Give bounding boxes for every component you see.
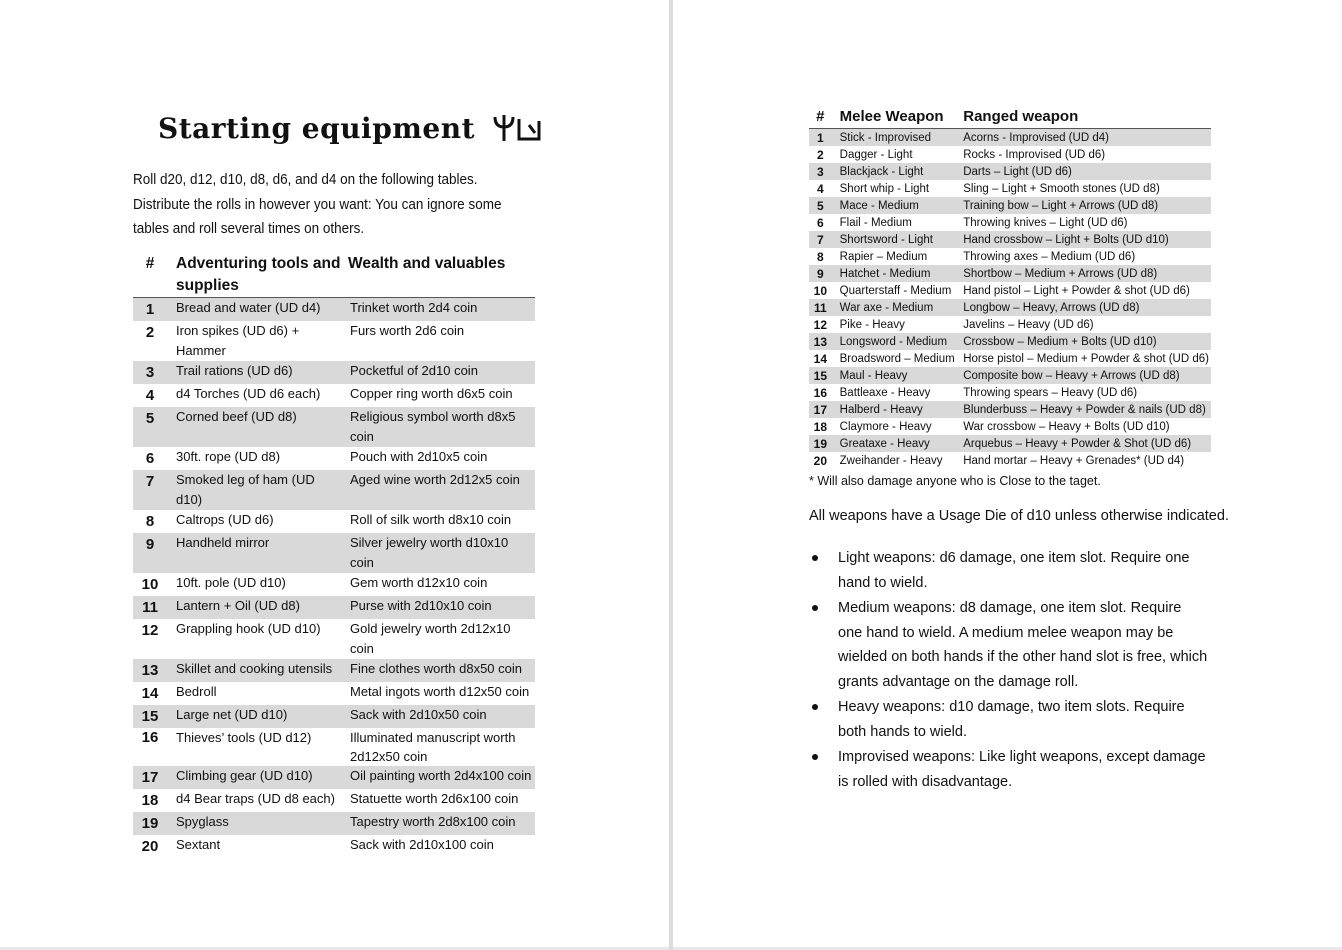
table-row bbox=[133, 321, 535, 361]
table-row bbox=[133, 619, 535, 659]
row-number: 19 bbox=[133, 812, 167, 835]
table-row bbox=[809, 197, 1211, 214]
row-number: 3 bbox=[133, 361, 167, 384]
table-header-row bbox=[133, 253, 535, 298]
tool-cell: Bedroll bbox=[176, 684, 217, 699]
row-number: 9 bbox=[133, 533, 167, 573]
ranged-cell: Blunderbuss – Heavy + Powder & nails (UD d8) bbox=[963, 403, 1206, 416]
melee-cell: Hatchet - Medium bbox=[839, 267, 931, 280]
ranged-cell: Crossbow – Medium + Bolts (UD d10) bbox=[963, 335, 1157, 348]
table-row bbox=[809, 401, 1211, 418]
melee-cell: Shortsword - Light bbox=[839, 233, 933, 246]
bullet-icon bbox=[812, 754, 818, 760]
wealth-cell: Sack with 2d10x100 coin bbox=[350, 837, 494, 852]
tool-cell: Handheld mirror bbox=[176, 535, 270, 550]
table-row bbox=[809, 452, 1211, 469]
row-number: 11 bbox=[133, 596, 167, 619]
row-number: 11 bbox=[813, 300, 827, 315]
row-number: 20 bbox=[141, 838, 159, 855]
tool-cell: Sextant bbox=[176, 837, 221, 852]
ranged-cell: Hand pistol – Light + Powder & shot (UD d6) bbox=[963, 284, 1190, 297]
row-number: 18 bbox=[141, 792, 159, 809]
tool-cell: Smoked leg of ham (UD d10) bbox=[176, 472, 315, 507]
ranged-cell: Acorns - Improvised (UD d4) bbox=[963, 131, 1109, 144]
row-number: 5 bbox=[133, 407, 167, 447]
row-number: 12 bbox=[141, 622, 159, 639]
wealth-cell: Pocketful of 2d10 coin bbox=[350, 363, 478, 378]
wealth-cell: Trinket worth 2d4 coin bbox=[350, 300, 478, 315]
melee-cell: Longsword - Medium bbox=[839, 335, 948, 348]
melee-cell: Halberd - Heavy bbox=[839, 403, 923, 416]
table-row bbox=[133, 361, 535, 384]
tool-cell: Trail rations (UD d6) bbox=[176, 363, 293, 378]
table-row bbox=[809, 163, 1211, 180]
row-number: 15 bbox=[813, 368, 827, 383]
melee-cell: Quarterstaff - Medium bbox=[839, 284, 952, 297]
wealth-cell: Sack with 2d10x50 coin bbox=[350, 707, 487, 722]
tool-cell: Corned beef (UD d8) bbox=[176, 409, 297, 424]
table-row bbox=[809, 146, 1211, 163]
intro-paragraph: Roll d20, d12, d10, d8, d6, and d4 on the following tables. Distribute the rolls in however you want: You can ignore some tables and roll several times on others. bbox=[133, 171, 502, 237]
table-row bbox=[809, 180, 1211, 197]
row-number: 12 bbox=[813, 317, 827, 332]
footnote: * Will also damage anyone who is Close to the taget. bbox=[809, 474, 1101, 488]
wealth-cell: Copper ring worth d6x5 coin bbox=[350, 386, 513, 401]
row-number: 10 bbox=[141, 576, 159, 593]
weapon-class-list bbox=[809, 546, 1209, 795]
melee-cell: Dagger - Light bbox=[839, 148, 913, 161]
tool-cell: Bread and water (UD d4) bbox=[176, 300, 321, 315]
table-row bbox=[809, 214, 1211, 231]
wealth-cell: Statuette worth 2d6x100 coin bbox=[350, 791, 519, 806]
row-number: 1 bbox=[816, 130, 824, 145]
wealth-cell: Aged wine worth 2d12x5 coin bbox=[350, 472, 520, 487]
tool-cell: Climbing gear (UD d10) bbox=[176, 768, 313, 783]
table-row bbox=[809, 435, 1211, 452]
row-number: 17 bbox=[813, 402, 827, 417]
table-row bbox=[809, 299, 1211, 316]
row-number: 17 bbox=[133, 766, 167, 789]
tool-cell: Thieves’ tools (UD d12) bbox=[176, 730, 312, 745]
row-number: 14 bbox=[141, 685, 159, 702]
row-number: 7 bbox=[133, 470, 167, 510]
table-row bbox=[809, 333, 1211, 350]
ranged-cell: Throwing knives – Light (UD d6) bbox=[963, 216, 1128, 229]
row-number: 6 bbox=[816, 215, 824, 230]
list-item bbox=[809, 695, 1209, 744]
row-number: 4 bbox=[816, 181, 824, 196]
table-row bbox=[133, 682, 535, 705]
ranged-cell: Shortbow – Medium + Arrows (UD d8) bbox=[963, 267, 1158, 280]
row-number: 2 bbox=[145, 324, 155, 341]
table-row bbox=[809, 367, 1211, 384]
wealth-cell: Religious symbol worth d8x5 coin bbox=[350, 409, 516, 444]
wealth-cell: Oil painting worth 2d4x100 coin bbox=[350, 768, 532, 783]
melee-cell: Mace - Medium bbox=[839, 199, 919, 212]
row-number: 8 bbox=[145, 513, 155, 530]
bullet-icon bbox=[812, 555, 818, 561]
ranged-cell: Darts – Light (UD d6) bbox=[963, 165, 1072, 178]
table-row bbox=[133, 384, 535, 407]
table-row bbox=[809, 316, 1211, 333]
melee-cell: Flail - Medium bbox=[839, 216, 912, 229]
melee-cell: Battleaxe - Heavy bbox=[839, 386, 931, 399]
ranged-cell: Throwing axes – Medium (UD d6) bbox=[963, 250, 1136, 263]
tool-cell: Caltrops (UD d6) bbox=[176, 512, 274, 527]
melee-cell: Zweihander - Heavy bbox=[839, 454, 943, 467]
ranged-cell: Sling – Light + Smooth stones (UD d8) bbox=[963, 182, 1160, 195]
bullet-icon bbox=[812, 704, 818, 710]
header-ranged: Ranged weapon bbox=[963, 108, 1079, 125]
wealth-cell: Furs worth 2d6 coin bbox=[350, 323, 465, 338]
tool-cell: Skillet and cooking utensils bbox=[176, 661, 333, 676]
table-row bbox=[809, 248, 1211, 265]
table-row bbox=[133, 533, 535, 573]
tool-cell: d4 Bear traps (UD d8 each) bbox=[176, 791, 335, 806]
usage-die-note: All weapons have a Usage Die of d10 unless otherwise indicated. bbox=[809, 508, 1229, 524]
wealth-cell: Gem worth d12x10 coin bbox=[350, 575, 488, 590]
table-header-row bbox=[809, 106, 1211, 129]
wealth-cell: Roll of silk worth d8x10 coin bbox=[350, 512, 512, 527]
ranged-cell: Training bow – Light + Arrows (UD d8) bbox=[963, 199, 1159, 212]
row-number: 2 bbox=[816, 147, 824, 162]
weapons-table-body bbox=[809, 129, 1211, 470]
tool-cell: Spyglass bbox=[176, 814, 229, 829]
table-row bbox=[133, 835, 535, 858]
header-number: # bbox=[816, 108, 825, 125]
header-melee: Melee Weapon bbox=[839, 108, 944, 125]
rune-glyph-icon bbox=[489, 113, 543, 143]
ranged-cell: Horse pistol – Medium + Powder & shot (UD d6) bbox=[963, 352, 1209, 365]
ranged-cell: Longbow – Heavy, Arrows (UD d8) bbox=[963, 301, 1140, 314]
table-row bbox=[133, 705, 535, 728]
melee-cell: Short whip - Light bbox=[839, 182, 930, 195]
list-item bbox=[809, 745, 1209, 794]
wealth-cell: Fine clothes worth d8x50 coin bbox=[350, 661, 522, 676]
header-tools: Adventuring tools and supplies bbox=[176, 255, 341, 294]
wealth-cell: Tapestry worth 2d8x100 coin bbox=[350, 814, 516, 829]
row-number: 15 bbox=[133, 705, 167, 728]
row-number: 6 bbox=[145, 450, 155, 467]
header-number: # bbox=[145, 255, 155, 272]
tool-cell: 30ft. rope (UD d8) bbox=[176, 449, 281, 464]
wealth-cell: Illuminated manuscript worth 2d12x50 coin bbox=[350, 730, 516, 764]
table-row bbox=[809, 265, 1211, 282]
melee-cell: Greataxe - Heavy bbox=[839, 437, 930, 450]
row-number: 9 bbox=[816, 266, 824, 281]
row-number: 3 bbox=[816, 164, 824, 179]
row-number: 18 bbox=[813, 419, 827, 434]
equipment-table bbox=[133, 253, 535, 858]
row-number: 20 bbox=[813, 453, 827, 468]
table-row bbox=[133, 596, 535, 619]
melee-cell: Rapier – Medium bbox=[839, 250, 928, 263]
wealth-cell: Silver jewelry worth d10x10 coin bbox=[350, 535, 509, 570]
list-item bbox=[809, 546, 1209, 595]
list-item-text: Light weapons: d6 damage, one item slot. Require one hand to wield. bbox=[838, 550, 1190, 591]
wealth-cell: Purse with 2d10x10 coin bbox=[350, 598, 492, 613]
wealth-cell: Pouch with 2d10x5 coin bbox=[350, 449, 488, 464]
ranged-cell: Arquebus – Heavy + Powder & Shot (UD d6) bbox=[963, 437, 1192, 450]
row-number: 7 bbox=[816, 232, 824, 247]
table-row bbox=[809, 418, 1211, 435]
tool-cell: Lantern + Oil (UD d8) bbox=[176, 598, 300, 613]
ranged-cell: War crossbow – Heavy + Bolts (UD d10) bbox=[963, 420, 1170, 433]
tool-cell: 10ft. pole (UD d10) bbox=[176, 575, 286, 590]
ranged-cell: Hand crossbow – Light + Bolts (UD d10) bbox=[963, 233, 1169, 246]
table-row bbox=[809, 384, 1211, 401]
table-row bbox=[133, 447, 535, 470]
melee-cell: Blackjack - Light bbox=[839, 165, 924, 178]
header-wealth: Wealth and valuables bbox=[348, 255, 506, 272]
table-row bbox=[809, 231, 1211, 248]
table-row bbox=[133, 659, 535, 682]
table-row bbox=[133, 812, 535, 835]
list-item-text: Improvised weapons: Like light weapons, except damage is rolled with disadvantage. bbox=[838, 749, 1206, 790]
row-number: 14 bbox=[813, 351, 827, 366]
table-row bbox=[133, 728, 535, 766]
ranged-cell: Javelins – Heavy (UD d6) bbox=[963, 318, 1094, 331]
row-number: 8 bbox=[816, 249, 824, 264]
ranged-cell: Hand mortar – Heavy + Grenades* (UD d4) bbox=[963, 454, 1185, 467]
table-row bbox=[133, 298, 535, 322]
melee-cell: Maul - Heavy bbox=[839, 369, 908, 382]
row-number: 19 bbox=[813, 436, 827, 451]
table-row bbox=[133, 470, 535, 510]
list-item-text: Medium weapons: d8 damage, one item slot. Require one hand to wield. A medium melee weapon may be wielded on both hands if the other hand slot is free, which grants advantage on the damage roll. bbox=[838, 600, 1208, 690]
table-row bbox=[133, 766, 535, 789]
tool-cell: Large net (UD d10) bbox=[176, 707, 288, 722]
table-row bbox=[809, 129, 1211, 147]
row-number: 4 bbox=[145, 387, 155, 404]
table-row bbox=[133, 789, 535, 812]
row-number: 5 bbox=[816, 198, 824, 213]
ranged-cell: Composite bow – Heavy + Arrows (UD d8) bbox=[963, 369, 1180, 382]
ranged-cell: Rocks - Improvised (UD d6) bbox=[963, 148, 1106, 161]
row-number: 13 bbox=[133, 659, 167, 682]
row-number: 16 bbox=[141, 729, 159, 746]
ranged-cell: Throwing spears – Heavy (UD d6) bbox=[963, 386, 1138, 399]
page-title: Starting equipment bbox=[158, 108, 558, 148]
tool-cell: Iron spikes (UD d6) + Hammer bbox=[176, 323, 300, 358]
tool-cell: Grappling hook (UD d10) bbox=[176, 621, 321, 636]
melee-cell: Pike - Heavy bbox=[839, 318, 905, 331]
bullet-icon bbox=[812, 605, 818, 611]
row-number: 13 bbox=[813, 334, 827, 349]
melee-cell: Stick - Improvised bbox=[839, 131, 932, 144]
table-row bbox=[809, 282, 1211, 299]
table-row bbox=[133, 510, 535, 533]
weapons-table bbox=[809, 106, 1211, 469]
wealth-cell: Gold jewelry worth 2d12x10 coin bbox=[350, 621, 511, 656]
table-row bbox=[133, 573, 535, 596]
row-number: 16 bbox=[813, 385, 827, 400]
table-row bbox=[809, 350, 1211, 367]
left-page bbox=[0, 0, 669, 947]
melee-cell: Broadsword – Medium bbox=[839, 352, 955, 365]
row-number: 1 bbox=[133, 298, 167, 322]
tool-cell: d4 Torches (UD d6 each) bbox=[176, 386, 321, 401]
row-number: 10 bbox=[813, 283, 827, 298]
list-item-text: Heavy weapons: d10 damage, two item slots. Require both hands to wield. bbox=[838, 699, 1185, 740]
table-row bbox=[133, 407, 535, 447]
equipment-table-body bbox=[133, 298, 535, 859]
list-item bbox=[809, 596, 1209, 694]
wealth-cell: Metal ingots worth d12x50 coin bbox=[350, 684, 530, 699]
melee-cell: War axe - Medium bbox=[839, 301, 934, 314]
melee-cell: Claymore - Heavy bbox=[839, 420, 932, 433]
